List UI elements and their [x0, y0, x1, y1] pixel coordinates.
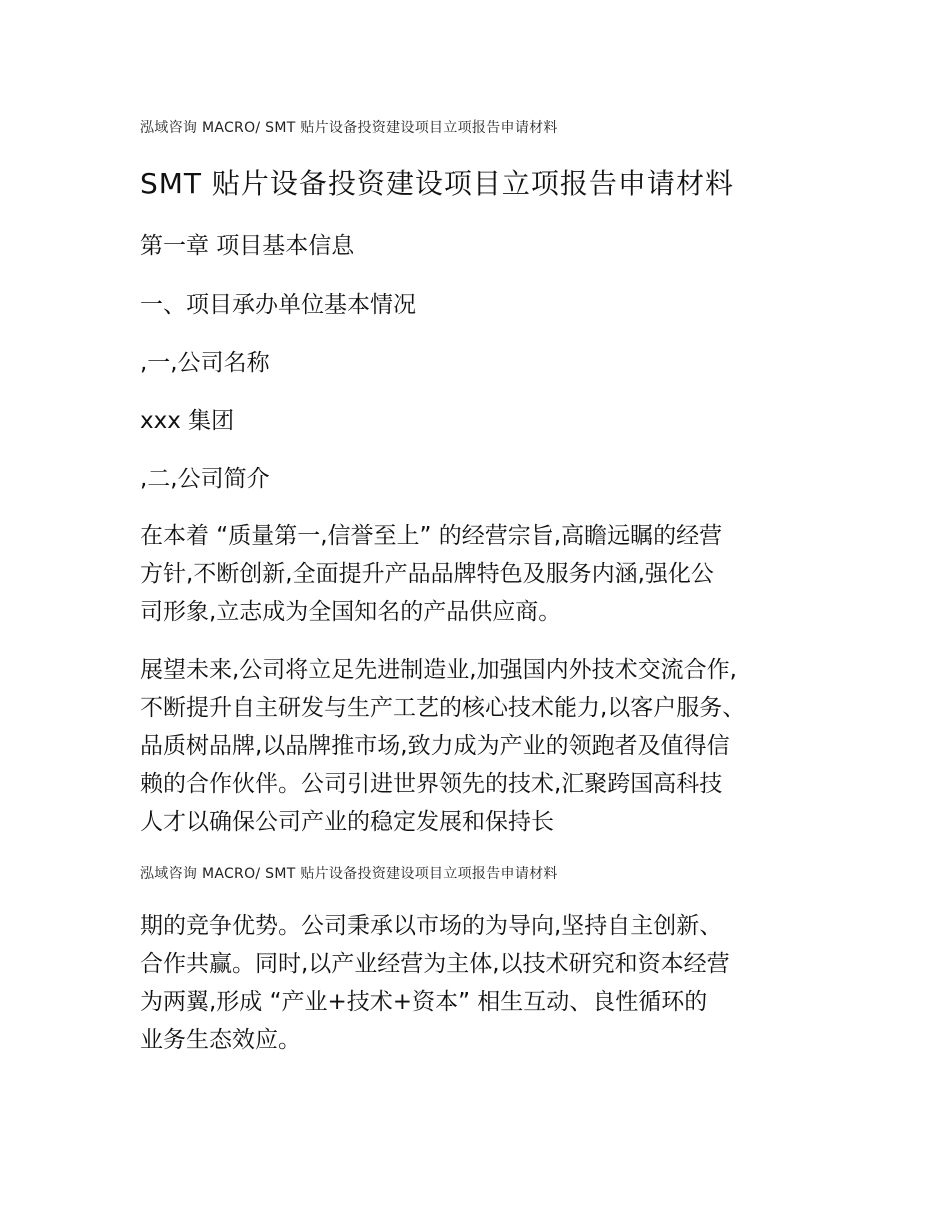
- paragraph-line: 人才以确保公司产业的稳定发展和保持长: [140, 809, 554, 835]
- running-header-page-2: 泓域咨询 MACRO/ SMT 贴片设备投资建设项目立项报告申请材料: [140, 866, 558, 882]
- paragraph-line: 司形象,立志成为全国知名的产品供应商。: [140, 599, 562, 625]
- paragraph-line: 合作共赢。同时,以产业经营为主体,以技术研究和资本经营: [140, 951, 730, 977]
- paragraph-line: 期的竞争优势。公司秉承以市场的为导向,坚持自主创新、: [140, 913, 723, 939]
- paragraph-line: 不断提升自主研发与生产工艺的核心技术能力,以客户服务、: [140, 695, 746, 721]
- subsection-company-profile-heading: ,二,公司简介: [140, 466, 270, 492]
- chapter-heading: 第一章 项目基本信息: [140, 233, 355, 259]
- paragraph-2: [140, 651, 820, 841]
- paragraph-line: 赖的合作伙伴。公司引进世界领先的技术,汇聚跨国高科技: [140, 771, 723, 797]
- section-heading: 一、项目承办单位基本情况: [140, 292, 416, 318]
- paragraph-line: 在本着 “质量第一,信誉至上” 的经营宗旨,高瞻远瞩的经营: [140, 523, 723, 549]
- subsection-company-name-heading: ,一,公司名称: [140, 350, 270, 376]
- paragraph-3: [140, 907, 820, 1059]
- company-name: xxx 集团: [140, 408, 235, 434]
- paragraph-line: 业务生态效应。: [140, 1027, 301, 1053]
- paragraph-line: 为两翼,形成 “产业+技术+资本” 相生互动、良性循环的: [140, 989, 708, 1015]
- paragraph-line: 展望未来,公司将立足先进制造业,加强国内外技术交流合作,: [140, 657, 737, 683]
- document-title: SMT 贴片设备投资建设项目立项报告申请材料: [140, 167, 734, 200]
- paragraph-line: 品质树品牌,以品牌推市场,致力成为产业的领跑者及值得信: [140, 733, 730, 759]
- running-header: 泓域咨询 MACRO/ SMT 贴片设备投资建设项目立项报告申请材料: [140, 120, 558, 136]
- paragraph-line: 方针,不断创新,全面提升产品品牌特色及服务内涵,强化公: [140, 561, 714, 587]
- paragraph-1: [140, 517, 820, 631]
